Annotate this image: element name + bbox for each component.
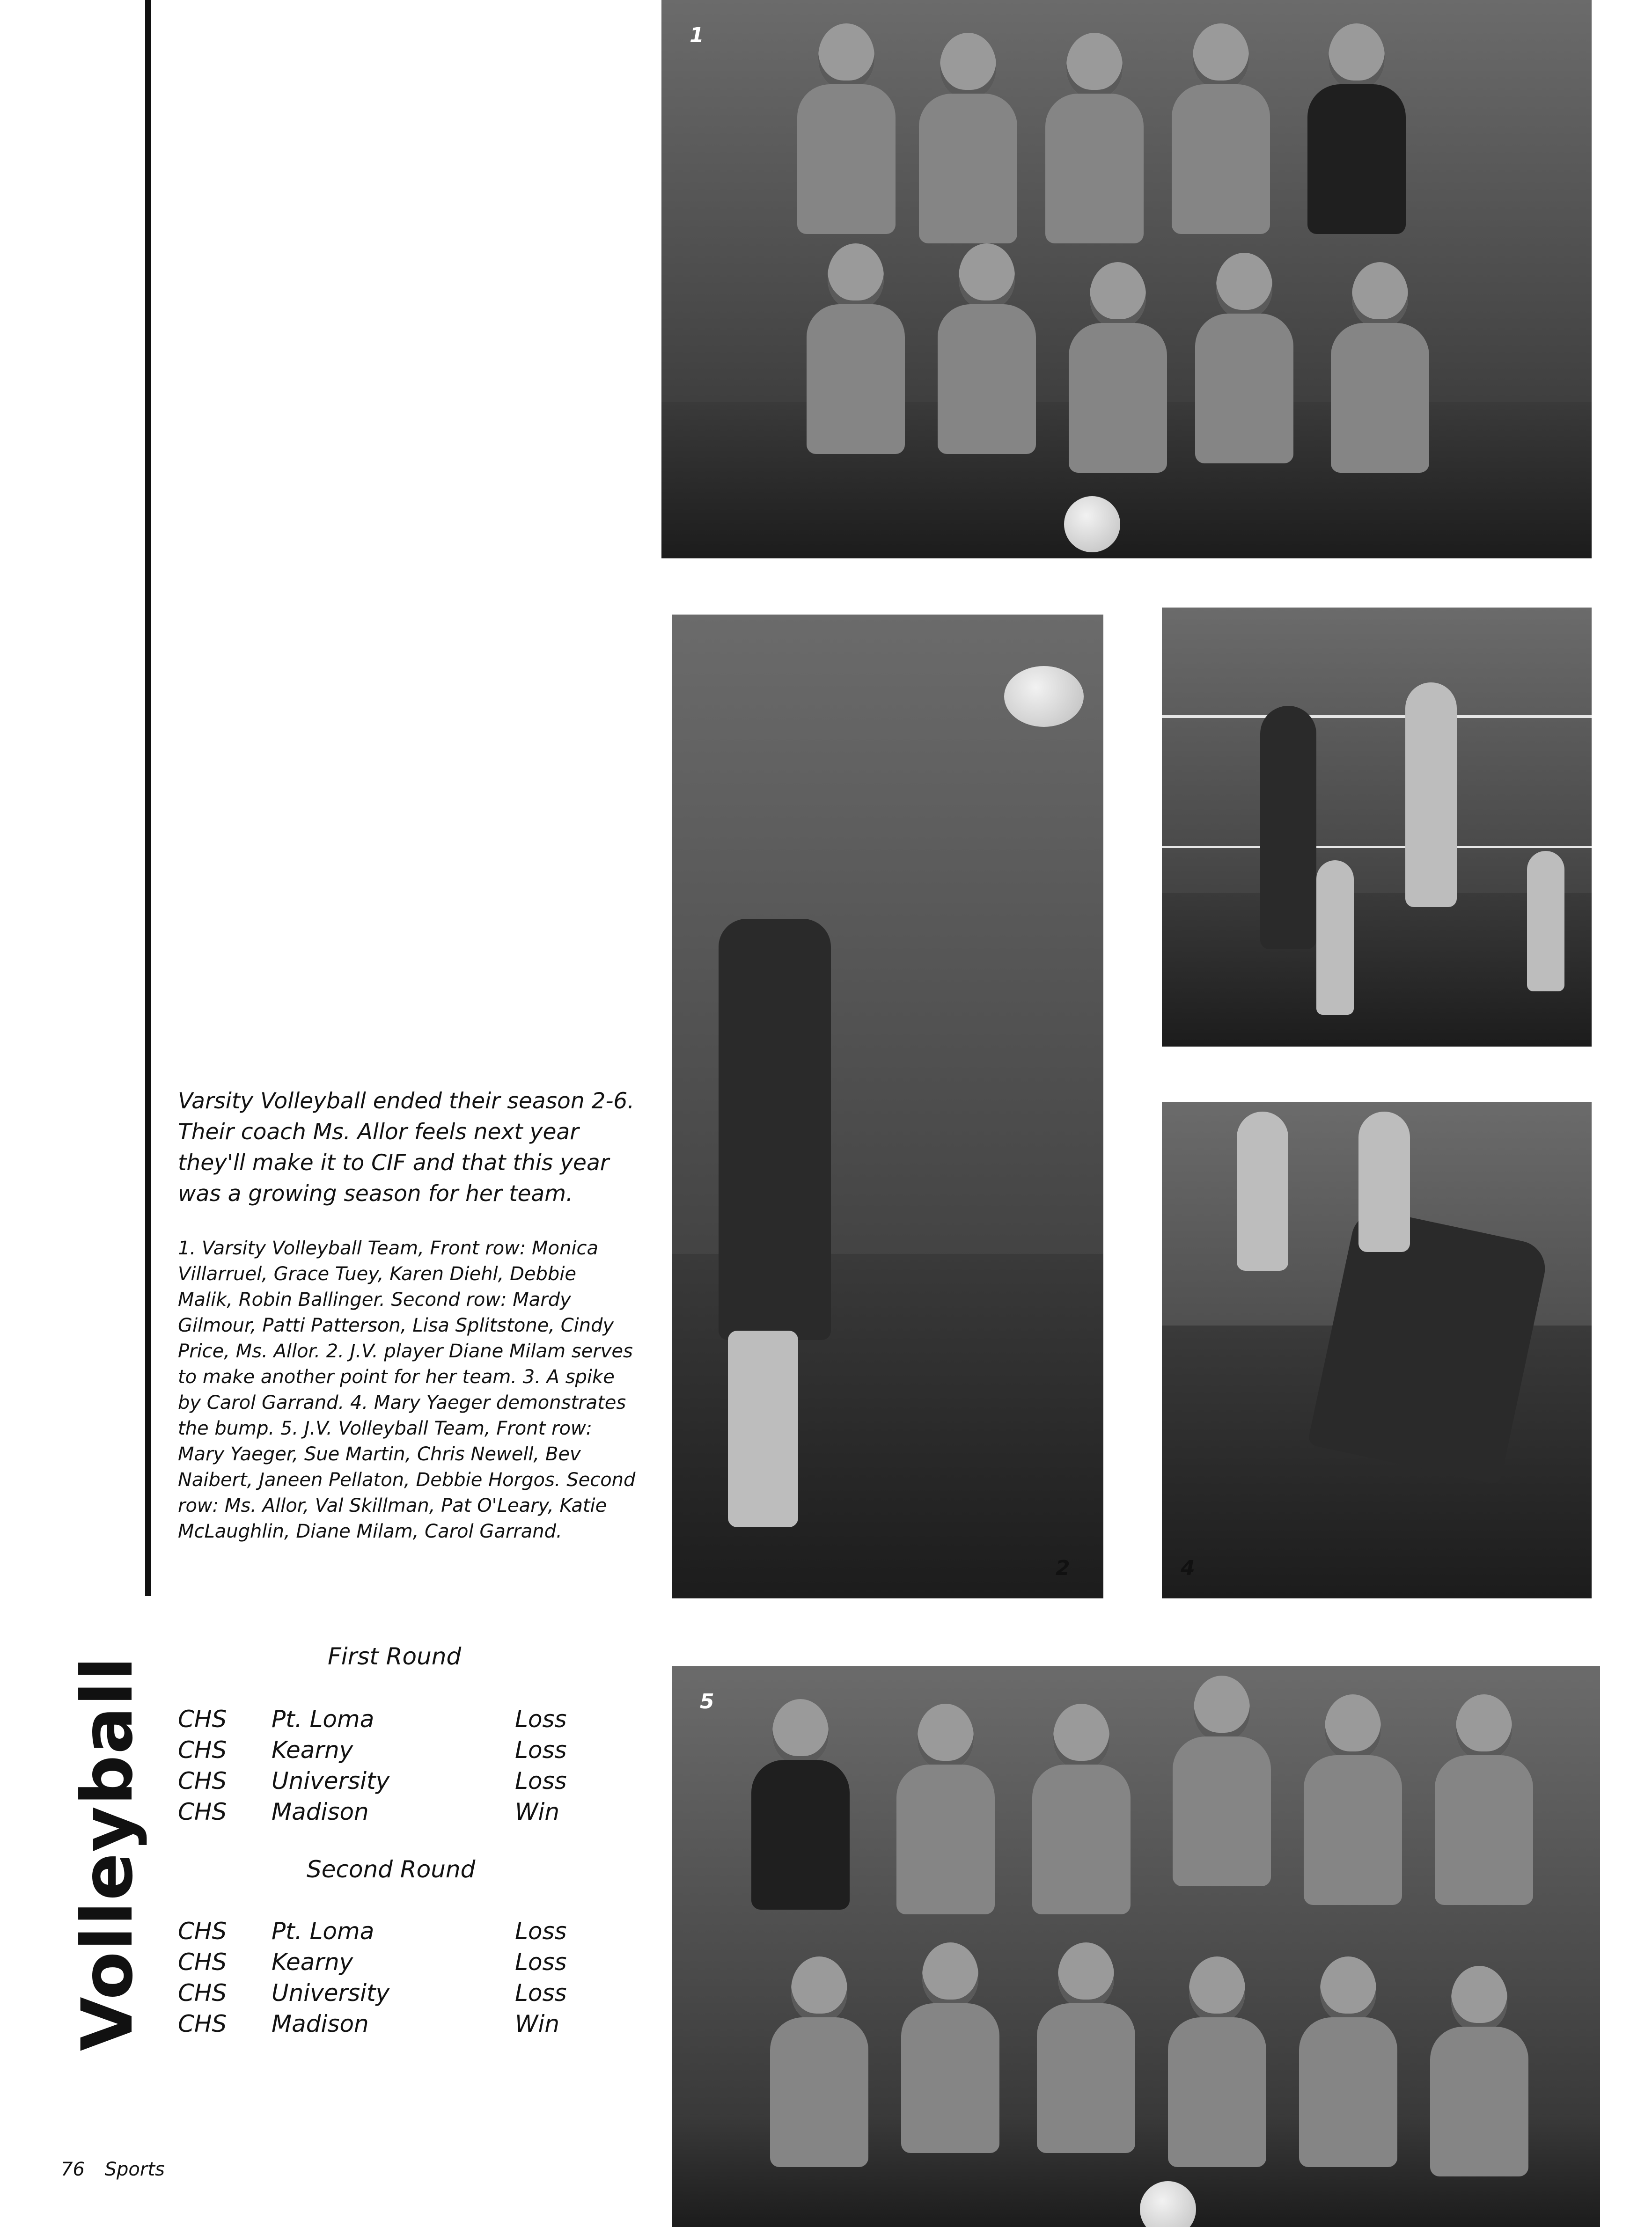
volleyball-net-lower [1162, 846, 1592, 848]
game-row: CHS Pt. Loma Loss [178, 1918, 567, 1945]
game-row: CHS University Loss [178, 1979, 567, 2007]
player-background [1237, 1112, 1288, 1271]
page-footer [61, 2159, 165, 2180]
section-name: Sports [104, 2159, 165, 2180]
section-title-text: Volleyball [67, 1656, 148, 2051]
photo-number-4: 4 [1181, 1556, 1195, 1580]
vertical-rule [145, 0, 151, 1596]
photo-jv-team [672, 1666, 1600, 2227]
volleyball-net [1162, 715, 1592, 718]
player-blocking [1260, 706, 1316, 949]
first-round-title: First Round [328, 1643, 462, 1670]
photo-varsity-team [661, 0, 1592, 558]
player-background [1527, 851, 1564, 991]
caption-credits: 1. Varsity Volleyball Team, Front row: Monica Villarruel, Grace Tuey, Karen Diehl, Debbie Malik, Robin Ballinger. Second row: Mardy Gilmour, Patti Patterson, Lisa Splitstone, Cindy Price, Ms. Allor. 2. J.V. player Diane Milam serves to make another point for her team. 3. A spike by Carol Garrand. 4. Mary Yaeger demonstrates the bump. 5. J.V. Volleyball Team, Front row: Mary Yaeger, Sue Martin, Chris Newell, Bev Naibert, Janeen Pellaton, Debbie Horgos. Second row: Ms. Allor, Val Skillman, Pat O'Leary, Katie McLaughlin, Diane Milam, Carol Garrand. [178, 1238, 636, 1542]
section-title [67, 1656, 148, 2051]
player-serving [719, 919, 831, 1340]
caption-lead: Varsity Volleyball ended their season 2-6. Their coach Ms. Allor feels next year they'll make it to CIF and that this year was a growing season for her team. [178, 1088, 635, 1207]
player-background [1358, 1112, 1410, 1252]
player-background [1316, 860, 1354, 1015]
volleyball [1064, 496, 1120, 552]
game-row: CHS Kearny Loss [178, 1949, 567, 1976]
first-round-schedule [169, 1706, 590, 1829]
photo-spike [1162, 608, 1592, 1047]
player-legs [728, 1331, 798, 1527]
game-row: CHS Kearny Loss [178, 1736, 567, 1764]
game-row: CHS Madison Win [178, 1798, 560, 1825]
player-spiking [1405, 682, 1457, 907]
game-row: CHS Pt. Loma Loss [178, 1706, 567, 1733]
page-number: 76 [61, 2159, 85, 2180]
photo-bump [1162, 1102, 1592, 1598]
volleyball [1004, 666, 1084, 727]
game-row: CHS Madison Win [178, 2010, 560, 2037]
second-round-schedule [169, 1918, 590, 2041]
photo-serve [672, 615, 1103, 1598]
game-row: CHS University Loss [178, 1767, 567, 1795]
photo-number-5: 5 [700, 1690, 714, 1714]
photo-number-2: 2 [1056, 1556, 1070, 1580]
second-round-title: Second Round [307, 1856, 476, 1883]
photo-number-1: 1 [690, 23, 704, 47]
